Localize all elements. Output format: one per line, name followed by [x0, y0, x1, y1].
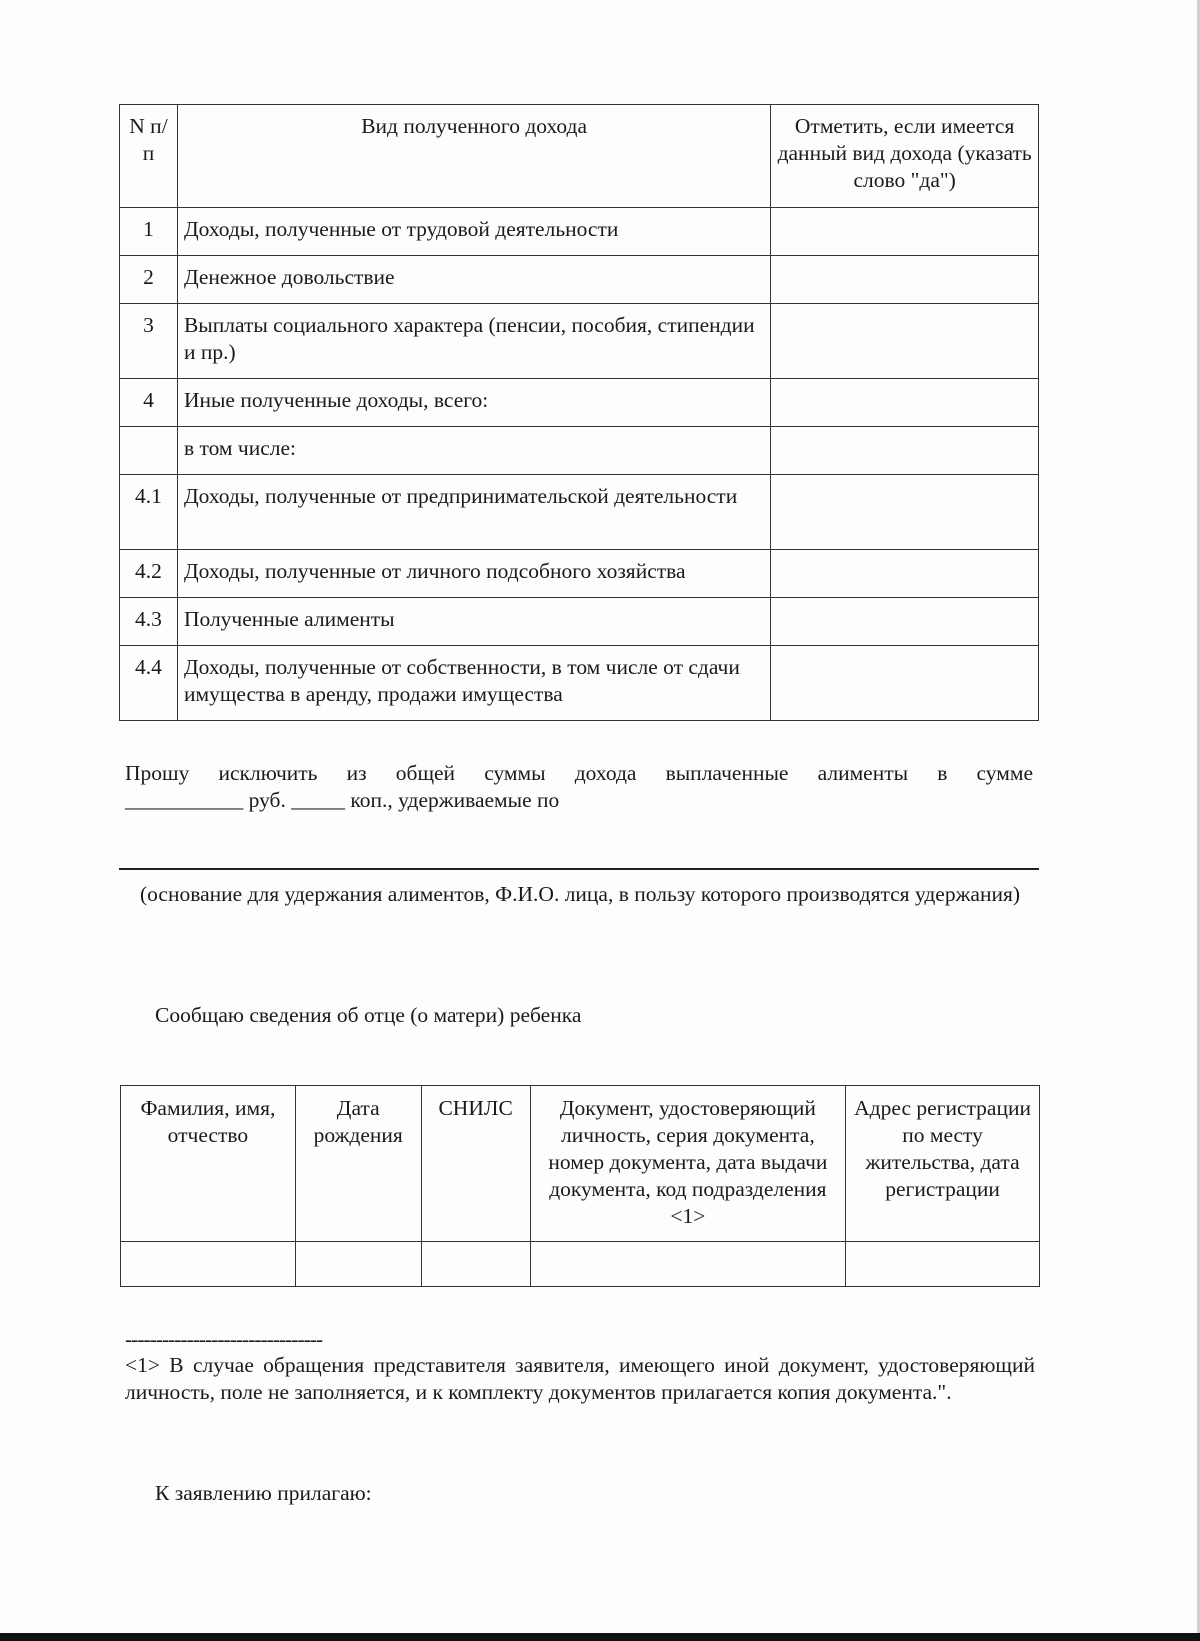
full-name-cell[interactable]	[121, 1242, 296, 1287]
table-row	[120, 256, 1039, 304]
row-label: Выплаты социального характера (пенсии, пособия, стипендии и пр.)	[177, 304, 770, 379]
row-number: 4	[120, 379, 178, 427]
mark-cell[interactable]	[771, 256, 1039, 304]
mark-cell[interactable]	[771, 427, 1039, 475]
basis-fill-line[interactable]	[119, 868, 1039, 870]
header-registration-address: Адрес регистрации по месту жительства, дата регистрации	[846, 1086, 1040, 1242]
alimony-line-2: ___________ руб. _____ коп., удерживаемые по	[125, 788, 560, 812]
row-label: Доходы, полученные от личного подсобного хозяйства	[177, 550, 770, 598]
table-row	[120, 550, 1039, 598]
mark-cell[interactable]	[771, 550, 1039, 598]
footnote-separator: --------------------------------	[125, 1327, 323, 1351]
row-label: Полученные алименты	[177, 598, 770, 646]
row-number: 4.2	[120, 550, 178, 598]
row-number: 4.1	[120, 475, 178, 550]
header-mark: Отметить, если имеется данный вид дохода (указать слово "да")	[771, 105, 1039, 208]
row-number: 4.3	[120, 598, 178, 646]
header-number: N п/п	[120, 105, 178, 208]
table-row	[120, 379, 1039, 427]
table-row	[120, 598, 1039, 646]
row-number: 1	[120, 208, 178, 256]
registration-address-cell[interactable]	[846, 1242, 1040, 1287]
header-identity-document: Документ, удостоверяющий личность, серия документа, номер документа, дата выдачи документа, код подразделения <1>	[530, 1086, 846, 1242]
table-row	[120, 208, 1039, 256]
table-row	[120, 475, 1039, 550]
income-table-header	[120, 105, 1039, 208]
alimony-exclusion-paragraph	[125, 760, 1033, 814]
row-label: Доходы, полученные от трудовой деятельности	[177, 208, 770, 256]
row-number: 3	[120, 304, 178, 379]
row-number	[120, 427, 178, 475]
mark-cell[interactable]	[771, 208, 1039, 256]
table-row	[121, 1242, 1040, 1287]
footnote-text: <1> В случае обращения представителя заявителя, имеющего иной документ, удостоверяющий личность, поле не заполняется, и к комплекту документов прилагается копия документа.".	[125, 1353, 1035, 1404]
attachments-label: К заявлению прилагаю:	[155, 1481, 372, 1505]
header-snils: СНИЛС	[421, 1086, 530, 1242]
row-label: Денежное довольствие	[177, 256, 770, 304]
mark-cell[interactable]	[771, 304, 1039, 379]
row-label: в том числе:	[177, 427, 770, 475]
row-label: Доходы, полученные от предпринимательской деятельности	[177, 475, 770, 550]
header-income-type: Вид полученного дохода	[177, 105, 770, 208]
row-number: 2	[120, 256, 178, 304]
snils-cell[interactable]	[421, 1242, 530, 1287]
parent-info-intro: Сообщаю сведения об отце (о матери) ребенка	[155, 1003, 582, 1027]
parent-table-header	[121, 1086, 1040, 1242]
birth-date-cell[interactable]	[295, 1242, 421, 1287]
basis-caption: (основание для удержания алиментов, Ф.И.О. лица, в пользу которого производятся удержания)	[139, 882, 1021, 906]
row-label: Иные полученные доходы, всего:	[177, 379, 770, 427]
income-type-table	[119, 104, 1039, 721]
mark-cell[interactable]	[771, 379, 1039, 427]
scan-bottom-edge	[0, 1633, 1200, 1641]
parent-info-table	[120, 1085, 1040, 1287]
row-number: 4.4	[120, 646, 178, 721]
header-full-name: Фамилия, имя, отчество	[121, 1086, 296, 1242]
identity-document-cell[interactable]	[530, 1242, 846, 1287]
table-row	[120, 646, 1039, 721]
table-row	[120, 427, 1039, 475]
alimony-line-1: Прошу исключить из общей суммы дохода выплаченные алименты в сумме	[125, 761, 1033, 785]
mark-cell[interactable]	[771, 475, 1039, 550]
mark-cell[interactable]	[771, 646, 1039, 721]
header-birth-date: Дата рождения	[295, 1086, 421, 1242]
mark-cell[interactable]	[771, 598, 1039, 646]
row-label: Доходы, полученные от собственности, в том числе от сдачи имущества в аренду, продажи имущества	[177, 646, 770, 721]
table-row	[120, 304, 1039, 379]
